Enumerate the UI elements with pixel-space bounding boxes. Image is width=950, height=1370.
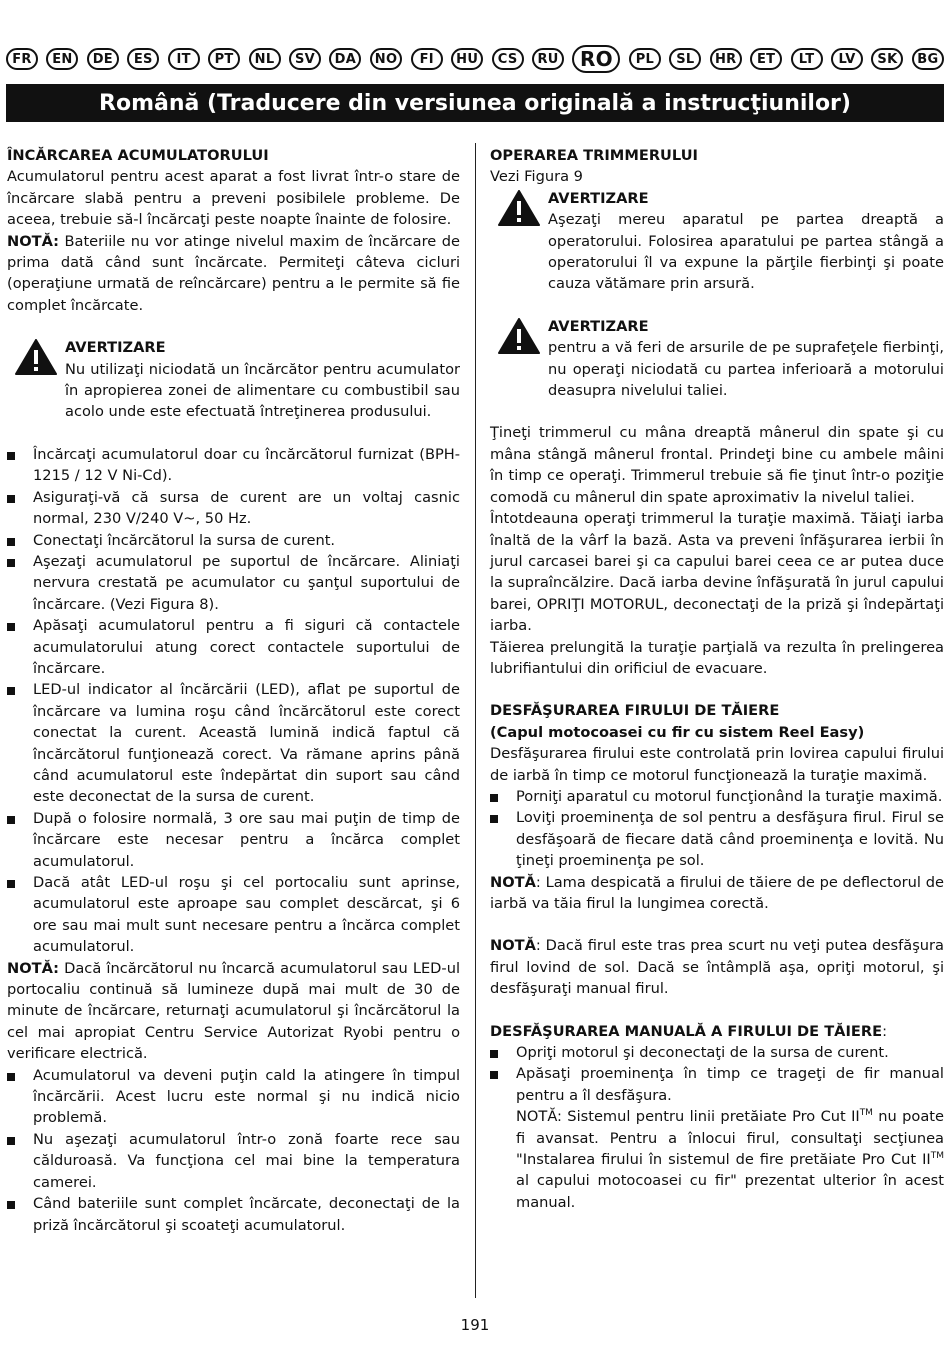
line-feed-steps-list xyxy=(490,786,944,872)
warning-title: AVERTIZARE xyxy=(548,317,649,335)
list-item: Dacă atât LED-ul roşu şi cel portocaliu sunt aprinse, acumulatorul este aproape sau complet descărcat, şi 6 ore sau mai mult sunt necesare pentru a încărca complet acumulatorul. xyxy=(7,872,460,958)
charging-steps-list xyxy=(7,444,460,958)
charging-note-2 xyxy=(7,958,460,1065)
warning-text: Aşezaţi mereu aparatul pe partea dreaptă a operatorului. Folosirea aparatului pe partea stângă a operatorului îl va expune la părţile fierbinţi şi poate cauza vătămare prin arsură. xyxy=(548,211,944,293)
note-text-a: NOTĂ: Sistemul pentru linii pretăiate Pro Cut II xyxy=(516,1108,860,1126)
warning-text: pentru a vă feri de arsurile de pe suprafeţele fierbinţi, nu operaţi niciodată cu partea inferioară a motorului deasupra nivelului taliei. xyxy=(548,339,944,400)
operation-heading: OPERAREA TRIMMERULUI xyxy=(490,147,698,164)
language-sk-tab[interactable]: SK xyxy=(871,48,903,70)
language-pt-tab[interactable]: PT xyxy=(208,48,240,70)
warning-title: AVERTIZARE xyxy=(548,189,649,207)
operation-figure-ref: Vezi Figura 9 xyxy=(490,168,583,186)
page-title-text: Română (Traducere din versiunea originală a instrucţiunilor) xyxy=(99,90,851,116)
language-cs-tab[interactable]: CS xyxy=(492,48,524,70)
language-hr-tab[interactable]: HR xyxy=(710,48,742,70)
language-es-tab[interactable]: ES xyxy=(127,48,159,70)
warning-icon xyxy=(7,337,65,423)
charging-tips-list xyxy=(7,1065,460,1236)
language-selector xyxy=(6,45,944,73)
line-feed-paragraph: Desfăşurarea firului este controlată prin lovirea capului firului de iarbă în timp ce motorul funcţionează la turaţie maximă. xyxy=(490,745,944,784)
language-sv-tab[interactable]: SV xyxy=(289,48,321,70)
language-ru-tab[interactable]: RU xyxy=(532,48,564,70)
operation-warning-1 xyxy=(490,188,944,295)
language-hu-tab[interactable]: HU xyxy=(451,48,483,70)
line-feed-note-1 xyxy=(490,872,944,915)
column-divider xyxy=(475,143,476,1298)
list-item: Porniţi aparatul cu motorul funcţionând la turaţie maximă. xyxy=(490,786,944,807)
list-item: Asiguraţi-vă că sursa de curent are un voltaj casnic normal, 230 V/240 V~, 50 Hz. xyxy=(7,487,460,530)
list-item: Conectaţi încărcătorul la sursa de curent. xyxy=(7,530,460,551)
language-ro-tab[interactable]: RO xyxy=(572,45,620,73)
trademark-mark: TM xyxy=(859,1108,873,1119)
note-label: NOTĂ xyxy=(490,937,536,955)
manual-feed-note xyxy=(490,1106,944,1213)
language-en-tab[interactable]: EN xyxy=(46,48,78,70)
line-feed-note-2 xyxy=(490,935,944,999)
list-item: Aşezaţi acumulatorul pe suportul de încărcare. Aliniaţi nervura crestată pe acumulator cu şanţul suportului de încărcare. (Vezi Figura 8). xyxy=(7,551,460,615)
warning-title: AVERTIZARE xyxy=(65,339,166,357)
note-label: NOTĂ: xyxy=(7,959,59,977)
note-text: : Dacă firul este tras prea scurt nu veţi putea desfăşura firul lovind de sol. Dacă se întâmplă aşa, opriţi motorul, şi desfăşuraţi manual firul. xyxy=(490,937,944,998)
language-no-tab[interactable]: NO xyxy=(370,48,403,70)
note-label: NOTĂ: xyxy=(7,232,59,250)
page-number: 191 xyxy=(460,1316,490,1334)
operation-paragraph-1: Ţineţi trimmerul cu mâna dreaptă mânerul din spate şi cu mâna stângă mânerul frontal. Prindeţi bine cu ambele mâini în timp ce operaţi. Trimmerul trebuie să fie ţinut într-o poziţie comodă cu mânerul din spate aproximativ la nivelul taliei. xyxy=(490,424,944,506)
manual-feed-heading-colon: : xyxy=(882,1022,887,1040)
language-et-tab[interactable]: ET xyxy=(750,48,782,70)
left-column xyxy=(7,145,460,1236)
list-item: Opriţi motorul şi deconectaţi de la sursa de curent. xyxy=(490,1042,944,1063)
warning-icon xyxy=(490,316,548,402)
language-bg-tab[interactable]: BG xyxy=(912,48,944,70)
line-feed-heading: DESFĂŞURAREA FIRULUI DE TĂIERE xyxy=(490,702,780,720)
list-item: LED-ul indicator al încărcării (LED), aflat pe suportul de încărcare va lumina roşu când încărcătorul este corect conectat la curent. Această lumină indică faptul că încărcătorul funţionează corect. Va rămane aprins până când acumulatorul este îndepărtat din suport sau când este deconectat de la sursa de curent. xyxy=(7,679,460,807)
list-item: Nu aşezaţi acumulatorul într-o zonă foarte rece sau călduroasă. Va funcţiona cel mai bine la temperatura camerei. xyxy=(7,1129,460,1193)
language-it-tab[interactable]: IT xyxy=(168,48,200,70)
note-text: : Lama despicată a firului de tăiere de pe deflectorul de iarbă va tăia firul la lungimea corectă. xyxy=(490,873,944,912)
language-fi-tab[interactable]: FI xyxy=(411,48,443,70)
note-text-c: al capului motocoasei cu fir" prezentat ulterior în acest manual. xyxy=(516,1172,944,1211)
language-pl-tab[interactable]: PL xyxy=(629,48,661,70)
operation-paragraph-2: Întotdeauna operaţi trimmerul la turaţie maximă. Tăiaţi iarba înaltă de la vârf la bază. Asta va preveni înfăşurarea ierbii în jurul carcasei barei şi ca capului barei ceea ce ar putea duce la supraîncălzire. Dacă iarba devine înfăşurată în jurul capului barei, OPRIŢI MOTORUL, deconectaţi de la priză şi îndepărtaţi iarba. xyxy=(490,510,944,635)
list-item: După o folosire normală, 3 ore sau mai puţin de timp de încărcare este necesar pentru a încărca complet acumulatorul. xyxy=(7,808,460,872)
list-item: Încărcaţi acumulatorul doar cu încărcătorul furnizat (BPH-1215 / 12 V Ni-Cd). xyxy=(7,444,460,487)
list-item: Apăsaţi proeminenţa în timp ce trageţi de fir manual pentru a îl desfăşura. xyxy=(490,1063,944,1106)
line-feed-subheading: (Capul motocoasei cu fir cu sistem Reel Easy) xyxy=(490,723,865,741)
charging-intro: Acumulatorul pentru acest aparat a fost livrat într-o stare de încărcare slabă pentru a preveni posibilele probleme. De aceea, trebuie să-l încărcaţi peste noapte înainte de folosire. xyxy=(7,168,460,229)
trademark-mark: TM xyxy=(930,1151,944,1162)
charging-note xyxy=(7,231,460,317)
manual-feed-heading-text: DESFĂŞURAREA MANUALĂ A FIRULUI DE TĂIERE xyxy=(490,1022,883,1040)
list-item: Apăsaţi acumulatorul pentru a fi siguri că contactele acumulatorului atung corect contactele suportului de încărcare. xyxy=(7,615,460,679)
list-item: Loviţi proeminenţa de sol pentru a desfăşura firul. Firul se desfăşoară de fiecare dată când proeminenţa e lovită. Nu ţineţi proeminenţa pe sol. xyxy=(490,807,944,871)
note-text-b: nu poate fi avansat. Pentru a înlocui firul, consultaţi secţiunea "Instalarea firului în sistemul de fire pretăiate Pro Cut II xyxy=(516,1108,944,1169)
list-item: Când bateriile sunt complet încărcate, deconectaţi de la priză încărcătorul şi scoateţi acumulatorul. xyxy=(7,1193,460,1236)
note-text: Dacă încărcătorul nu încarcă acumulatorul sau LED-ul portocaliu continuă să lumineze după mai mult de 30 de minute de încărcare, returnaţi acumulatorul şi încărcătorul la cel mai apropiat Centru Service Autorizat Ryobi pentru o verificare electrică. xyxy=(7,959,460,1063)
operation-warning-2 xyxy=(490,316,944,402)
warning-text: Nu utilizaţi niciodată un încărcător pentru acumulator în apropierea zonei de alimentare cu combustibil sau acolo unde este efectuată întreţinerea produsului. xyxy=(65,360,460,421)
language-lv-tab[interactable]: LV xyxy=(831,48,863,70)
manual-feed-steps-list xyxy=(490,1042,944,1106)
language-fr-tab[interactable]: FR xyxy=(6,48,38,70)
language-sl-tab[interactable]: SL xyxy=(669,48,701,70)
warning-icon xyxy=(490,188,548,295)
right-column xyxy=(490,145,944,1213)
page-title xyxy=(6,84,944,122)
operation-paragraph-3: Tăierea prelungită la turaţie parţială va rezulta în prelingerea lubrifiantului din orificiul de evacuare. xyxy=(490,638,944,677)
note-label: NOTĂ xyxy=(490,873,536,891)
manual-feed-heading xyxy=(490,1021,944,1042)
language-lt-tab[interactable]: LT xyxy=(791,48,823,70)
list-item: Acumulatorul va deveni puţin cald la atingere în timpul încărcării. Acest lucru este normal şi nu indică nicio problemă. xyxy=(7,1065,460,1129)
language-da-tab[interactable]: DA xyxy=(329,48,361,70)
charging-heading: ÎNCĂRCAREA ACUMULATORULUI xyxy=(7,147,269,164)
charger-warning xyxy=(7,337,460,423)
note-text: Bateriile nu vor atinge nivelul maxim de încărcare de prima dată când sunt încărcate. Permiteţi câteva cicluri (operaţiune urmată de reîncărcare) pentru a le permite să fie complet încărcate. xyxy=(7,232,460,314)
language-de-tab[interactable]: DE xyxy=(87,48,119,70)
language-nl-tab[interactable]: NL xyxy=(249,48,281,70)
